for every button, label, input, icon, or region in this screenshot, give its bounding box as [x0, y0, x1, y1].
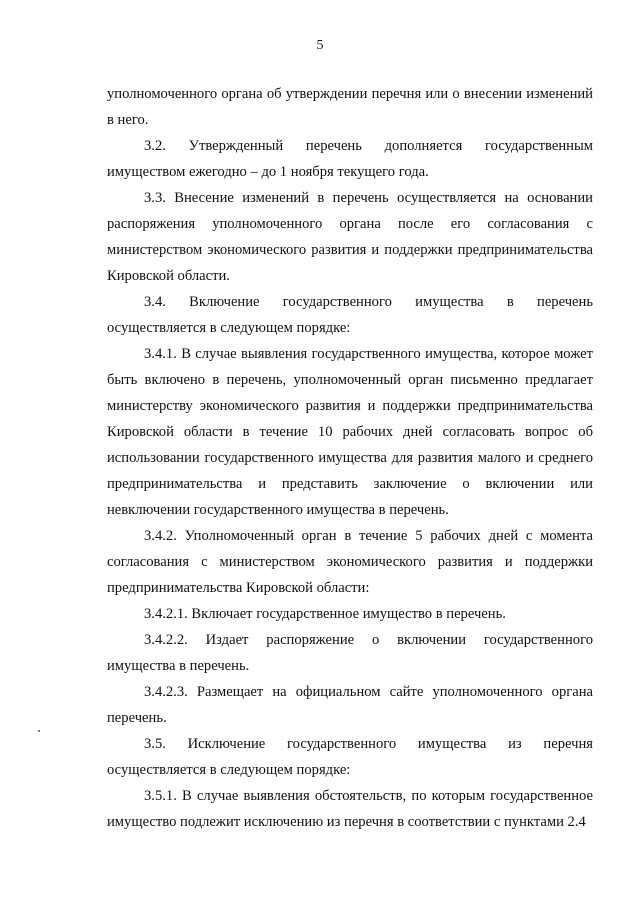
paragraph-continuation: уполномоченного органа об утверждении перечня или о внесении изменений в него. — [107, 86, 593, 128]
paragraph-3-4-1: 3.4.1. В случае выявления государственного имущества, которое может быть включено в перечень, уполномоченный орган письменно предлагает министерству экономического развития и поддержки предпринимательства Кировской области в течение 10 рабочих дней согласовать вопрос об использовании государственного имущества для развития малого и среднего предпринимательства и представить заключение о включении или невключении государственного имущества в перечень. — [107, 346, 593, 518]
paragraph-3-4-2-1: 3.4.2.1. Включает государственное имущество в перечень. — [144, 606, 506, 622]
paragraph-3-5-1: 3.5.1. В случае выявления обстоятельств, по которым государственное имущество подлежит исключению из перечня в соответствии с пунктами 2.4 — [107, 788, 593, 830]
page-number: 5 — [316, 38, 324, 53]
paragraph-3-4-2-2: 3.4.2.2. Издает распоряжение о включении государственного имущества в перечень. — [107, 632, 593, 674]
paragraph-3-2: 3.2. Утвержденный перечень дополняется государственным имуществом ежегодно – до 1 ноября текущего года. — [107, 138, 593, 180]
document-body — [107, 81, 593, 835]
scan-speck — [38, 730, 40, 732]
paragraph-3-4-2: 3.4.2. Уполномоченный орган в течение 5 рабочих дней с момента согласования с министерством экономического развития и поддержки предпринимательства Кировской области: — [107, 528, 593, 596]
paragraph-3-3: 3.3. Внесение изменений в перечень осуществляется на основании распоряжения уполномоченного органа после его согласования с министерством экономического развития и поддержки предпринимательства Кировской области. — [107, 190, 593, 284]
paragraph-3-5: 3.5. Исключение государственного имущества из перечня осуществляется в следующем порядке: — [107, 736, 593, 778]
paragraph-3-4-2-3: 3.4.2.3. Размещает на официальном сайте уполномоченного органа перечень. — [107, 684, 593, 726]
paragraph-3-4: 3.4. Включение государственного имущества в перечень осуществляется в следующем порядке: — [107, 294, 593, 336]
